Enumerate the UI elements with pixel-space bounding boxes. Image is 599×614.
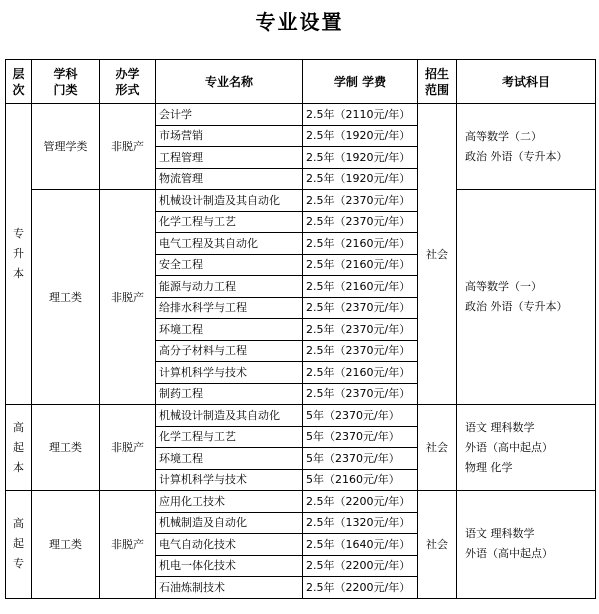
major-cell: 制药工程 [156, 383, 303, 405]
major-cell: 化学工程与工艺 [156, 426, 303, 448]
major-cell: 电气自动化技术 [156, 534, 303, 556]
duration-fee-cell: 2.5年（2110元/年） [303, 104, 418, 126]
major-cell: 高分子材料与工程 [156, 340, 303, 362]
header-level: 层 次 [6, 60, 32, 104]
level-char: 升 [13, 247, 24, 260]
major-cell: 化学工程与工艺 [156, 211, 303, 233]
duration-fee-cell: 2.5年（2200元/年） [303, 577, 418, 599]
duration-fee-cell: 2.5年（1640元/年） [303, 534, 418, 556]
header-exam: 考试科目 [457, 60, 596, 104]
duration-fee-cell: 2.5年（1920元/年） [303, 168, 418, 190]
major-cell: 计算机科学与技术 [156, 362, 303, 384]
header-category: 学科 门类 [32, 60, 100, 104]
table-row [6, 491, 596, 513]
exam-subject-line: 物理 化学 [465, 460, 513, 474]
exam-subject-line: 政治 外语（专升本） [465, 149, 568, 163]
duration-fee-cell: 2.5年（2370元/年） [303, 211, 418, 233]
duration-fee-cell: 2.5年（2370元/年） [303, 190, 418, 212]
level-char: 起 [13, 440, 24, 454]
header-duration-fee: 学制 学费 [303, 60, 418, 104]
exam-subject-line: 外语（高中起点） [465, 440, 553, 454]
duration-fee-cell: 5年（2160元/年） [303, 469, 418, 491]
major-cell: 应用化工技术 [156, 491, 303, 513]
major-cell: 环境工程 [156, 448, 303, 470]
mode-cell: 非脱产 [100, 190, 156, 405]
level-char: 专 [13, 227, 24, 240]
duration-fee-cell: 2.5年（1920元/年） [303, 125, 418, 147]
category-cell: 理工类 [32, 190, 100, 405]
major-cell: 机械设计制造及其自动化 [156, 405, 303, 427]
major-cell: 能源与动力工程 [156, 276, 303, 298]
duration-fee-cell: 2.5年（2200元/年） [303, 491, 418, 513]
level-char: 起 [13, 537, 24, 551]
exam-subject-line: 语文 理科数学 [465, 420, 535, 434]
level-char: 本 [13, 267, 24, 280]
duration-fee-cell: 2.5年（2160元/年） [303, 233, 418, 255]
major-cell: 机械制造及自动化 [156, 512, 303, 534]
duration-fee-cell: 5年（2370元/年） [303, 426, 418, 448]
header-major: 专业名称 [156, 60, 303, 104]
major-cell: 物流管理 [156, 168, 303, 190]
scope-cell: 社会 [418, 491, 457, 599]
exam-cell [457, 405, 596, 491]
major-cell: 电气工程及其自动化 [156, 233, 303, 255]
exam-cell [457, 491, 596, 599]
mode-cell: 非脱产 [100, 104, 156, 190]
exam-subject-line: 语文 理科数学 [465, 527, 535, 541]
level-char: 高 [13, 517, 24, 531]
category-cell: 理工类 [32, 405, 100, 491]
major-cell: 安全工程 [156, 254, 303, 276]
major-cell: 工程管理 [156, 147, 303, 169]
exam-subject-line: 政治 外语（专升本） [465, 300, 568, 313]
duration-fee-cell: 5年（2370元/年） [303, 405, 418, 427]
duration-fee-cell: 5年（2370元/年） [303, 448, 418, 470]
table-row [6, 405, 596, 427]
program-table [5, 59, 596, 599]
level-cell [6, 491, 32, 599]
table-header-row [6, 60, 596, 104]
duration-fee-cell: 2.5年（2160元/年） [303, 362, 418, 384]
exam-subject-line: 外语（高中起点） [465, 547, 553, 561]
header-scope: 招生 范围 [418, 60, 457, 104]
duration-fee-cell: 2.5年（1920元/年） [303, 147, 418, 169]
level-cell [6, 405, 32, 491]
mode-cell: 非脱产 [100, 491, 156, 599]
duration-fee-cell: 2.5年（2200元/年） [303, 555, 418, 577]
scope-cell: 社会 [418, 104, 457, 405]
category-cell: 管理学类 [32, 104, 100, 190]
table-row [6, 104, 596, 126]
level-char: 高 [13, 420, 24, 434]
major-cell: 机电一体化技术 [156, 555, 303, 577]
major-cell: 给排水科学与工程 [156, 297, 303, 319]
duration-fee-cell: 2.5年（2370元/年） [303, 319, 418, 341]
major-cell: 机械设计制造及其自动化 [156, 190, 303, 212]
level-cell [6, 104, 32, 405]
category-cell: 理工类 [32, 491, 100, 599]
duration-fee-cell: 2.5年（2160元/年） [303, 254, 418, 276]
header-mode: 办学 形式 [100, 60, 156, 104]
page-title: 专业设置 [255, 10, 344, 34]
duration-fee-cell: 2.5年（2370元/年） [303, 383, 418, 405]
exam-cell [457, 104, 596, 190]
duration-fee-cell: 2.5年（2370元/年） [303, 340, 418, 362]
mode-cell: 非脱产 [100, 405, 156, 491]
level-char: 专 [13, 557, 24, 571]
duration-fee-cell: 2.5年（2160元/年） [303, 276, 418, 298]
major-cell: 环境工程 [156, 319, 303, 341]
table-body [6, 104, 596, 599]
exam-cell [457, 190, 596, 405]
table-row [6, 190, 596, 212]
level-char: 本 [13, 460, 24, 474]
major-cell: 市场营销 [156, 125, 303, 147]
major-cell: 计算机科学与技术 [156, 469, 303, 491]
scope-cell: 社会 [418, 405, 457, 491]
major-cell: 会计学 [156, 104, 303, 126]
major-cell: 石油炼制技术 [156, 577, 303, 599]
exam-subject-line: 高等数学（二） [465, 129, 542, 143]
duration-fee-cell: 2.5年（2370元/年） [303, 297, 418, 319]
duration-fee-cell: 2.5年（1320元/年） [303, 512, 418, 534]
exam-subject-line: 高等数学（一） [465, 280, 542, 293]
